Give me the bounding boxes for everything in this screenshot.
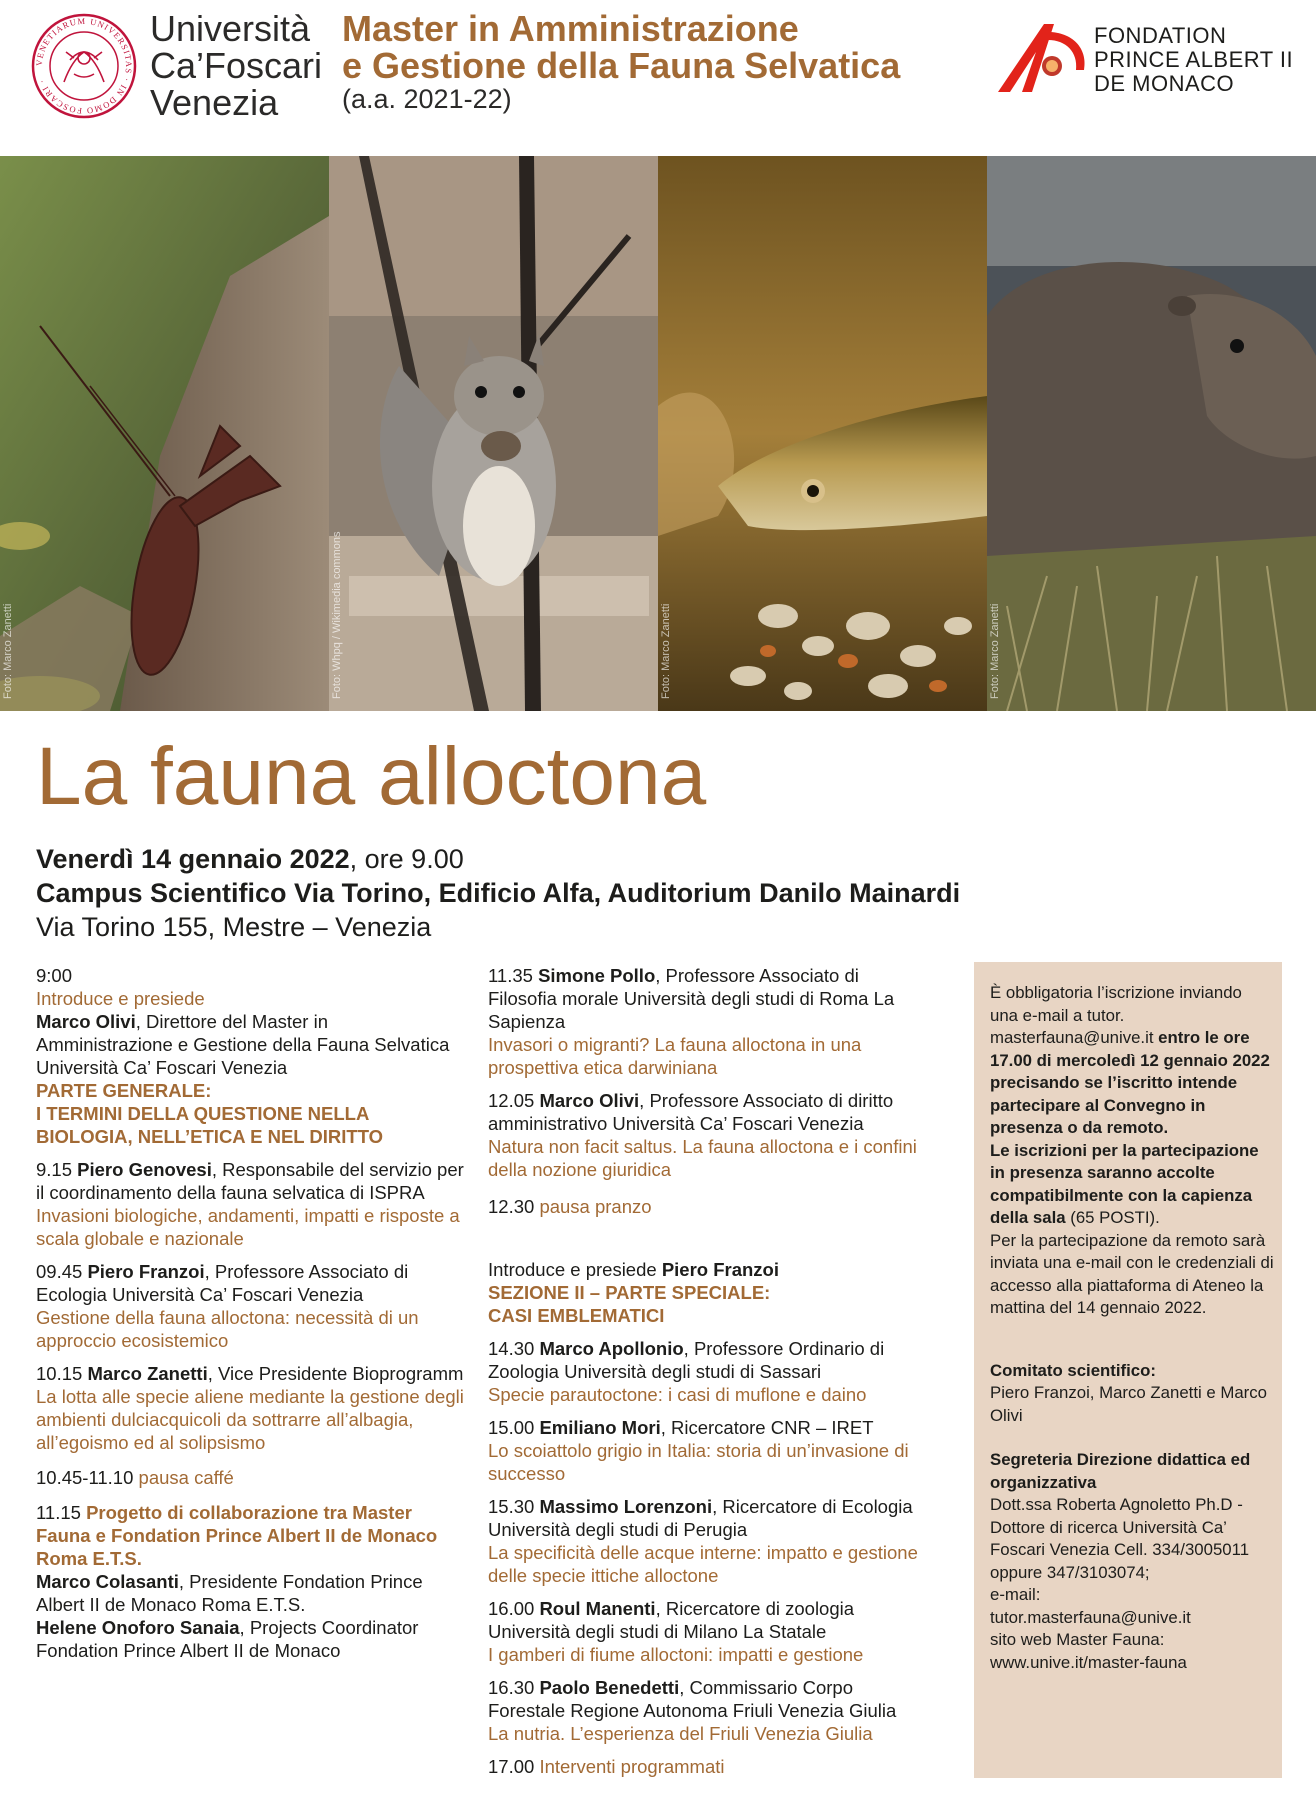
break-label: pausa pranzo [539, 1196, 652, 1217]
speaker-name: Marco Olivi [539, 1090, 640, 1111]
speaker-name: Marco Zanetti [87, 1363, 208, 1384]
foundation-name-line: DE MONACO [1094, 71, 1235, 96]
speaker-role: , Ricercatore CNR – IRET [660, 1417, 874, 1438]
program-item [488, 1258, 928, 1327]
secretariat-contact: Dott.ssa Roberta Agnoletto Ph.D - Dottore di ricerca Università Ca’ Foscari Venezia Cell. 334/3005011 oppure 347/3103074; [990, 1495, 1250, 1582]
speaker-role: , Direttore del Master in Amministrazione e Gestione della Fauna Selvatica Università Ca’ Foscari Venezia [36, 1011, 450, 1078]
program-item [36, 1260, 466, 1352]
event-date [36, 844, 464, 875]
photo-credit: Foto: Marco Zanetti [2, 603, 14, 699]
speaker-name: Massimo Lorenzoni [539, 1496, 713, 1517]
speaker-name: Emiliano Mori [539, 1417, 661, 1438]
committee-names: Piero Franzoi, Marco Zanetti e Marco Olivi [990, 1383, 1267, 1425]
master-title [342, 10, 900, 84]
talk-title: I gamberi di fiume alloctoni: impatti e gestione [488, 1644, 864, 1665]
chair-label: Introduce e presiede [488, 1259, 662, 1280]
secretariat-label: Segreteria Direzione didattica ed organizzativa [990, 1450, 1251, 1492]
talk-title: Gestione della fauna alloctona: necessità di un approccio ecosistemico [36, 1307, 419, 1351]
event-date-bold: Venerdì 14 gennaio 2022 [36, 844, 350, 874]
time: 12.30 [488, 1196, 540, 1217]
speaker-name: Marco Apollonio [539, 1338, 684, 1359]
section-heading-line: CASI EMBLEMATICI [488, 1305, 665, 1326]
speaker-name: Helene Onoforo Sanaia [36, 1617, 240, 1638]
program-item [488, 1495, 928, 1587]
foundation-name-line: FONDATION [1094, 23, 1227, 48]
section-heading [36, 1079, 466, 1148]
crayfish-photo [0, 156, 329, 711]
master-title-line: Master in Amministrazione [342, 8, 799, 49]
speaker-role: , Professore Ordinario di Zoologia Università degli studi di Sassari [488, 1338, 885, 1382]
time: 11.15 [36, 1502, 87, 1523]
speaker-role: , Ricercatore di Ecologia Università degli studi di Perugia [488, 1496, 913, 1540]
break-label: pausa caffé [138, 1467, 234, 1488]
committee-label: Comitato scientifico: [990, 1360, 1156, 1380]
talk-title: Lo scoiattolo grigio in Italia: storia di un’invasione di successo [488, 1440, 909, 1484]
svg-text:VENETIARUM UNIVERSITAS · IN DO: VENETIARUM UNIVERSITAS · IN DOMO FOSCARI · [33, 15, 135, 117]
speaker-name: Marco Olivi [36, 1011, 136, 1032]
talk-title: La nutria. L’esperienza del Friuli Venezia Giulia [488, 1723, 873, 1744]
coypu-photo [987, 156, 1316, 711]
speaker-role: , Professore Associato di Ecologia Università Ca’ Foscari Venezia [36, 1261, 409, 1305]
section-heading-line: BIOLOGIA, NELL’ETICA E NEL DIRITTO [36, 1126, 384, 1147]
time: 10.15 [36, 1363, 88, 1384]
speaker-name: Roul Manenti [539, 1598, 656, 1619]
speaker-name: Marco Colasanti [36, 1571, 179, 1592]
capacity-text: Le iscrizioni per la partecipazione in presenza saranno accolte compatibilmente con la capienza della sala [990, 1140, 1259, 1227]
photo-credit: Foto: Marco Zanetti [660, 603, 672, 699]
time: 9.15 [36, 1159, 78, 1180]
registration-paragraph [990, 982, 1274, 1140]
photo-credit: Foto: Whpq / Wikimedia commons [331, 531, 343, 699]
talk-title: La lotta alle specie aliene mediante la gestione degli ambienti dulciacquicoli da sottrarre all’albagia, all’egoismo ed al solipsismo [36, 1386, 464, 1453]
time: 09.45 [36, 1261, 88, 1282]
speaker-role: , Professore Associato di Filosofia morale Università degli studi di Roma La Sapienza [488, 965, 895, 1032]
university-name-line: Ca’Foscari [150, 45, 323, 86]
time: 17.00 [488, 1756, 540, 1777]
registration-deadline: entro le ore 17.00 di mercoledì 12 gennaio 2022 precisando se l’iscritto intende partecipare al Convegno in presenza o da remoto. [990, 1028, 1270, 1137]
program-item [488, 964, 928, 1079]
spacer [990, 1427, 1274, 1449]
talk-title: Invasori o migranti? La fauna alloctona in una prospettiva etica darwiniana [488, 1034, 862, 1078]
time: 16.30 [488, 1677, 540, 1698]
speaker-name: Piero Franzoi [87, 1261, 205, 1282]
time: 10.45-11.10 [36, 1467, 139, 1488]
time: 15.30 [488, 1496, 540, 1517]
section-heading-line: SEZIONE II – PARTE SPECIALE: [488, 1282, 771, 1303]
program-item [36, 964, 466, 1079]
speaker-role: , Professore Associato di diritto amministrativo Università Ca’ Foscari Venezia [488, 1090, 894, 1134]
program-item [36, 1158, 466, 1250]
foundation-name [1094, 24, 1293, 96]
capacity-paragraph [990, 1140, 1274, 1230]
fish-photo [658, 156, 987, 711]
speaker-role: , Presidente Fondation Prince Albert II de Monaco Roma E.T.S. [36, 1571, 423, 1615]
photo-strip [0, 156, 1316, 711]
time: 16.00 [488, 1598, 540, 1619]
program-item [36, 1501, 466, 1662]
time: 9:00 [36, 965, 73, 986]
program-item [488, 1416, 928, 1485]
event-title: La fauna alloctona [36, 731, 707, 822]
talk-title: Natura non facit saltus. La fauna alloctona e i confini della nozione giuridica [488, 1136, 917, 1180]
speaker-role: , Commissario Corpo Forestale Regione Autonoma Friuli Venezia Giulia [488, 1677, 897, 1721]
remote-paragraph: Per la partecipazione da remoto sarà inviata una e-mail con le credenziali di accesso alla piattaforma di Ateneo la mattina del 14 gennaio 2022. [990, 1230, 1274, 1317]
photo-credit: Foto: Marco Zanetti [989, 603, 1001, 699]
program-item [488, 1089, 928, 1181]
master-year: (a.a. 2021-22) [342, 84, 512, 114]
committee-paragraph [990, 1360, 1274, 1428]
speaker-role: , Vice Presidente Bioprogramm [207, 1363, 464, 1384]
website-link[interactable]: www.unive.it/master-fauna [990, 1652, 1187, 1672]
event-address: Via Torino 155, Mestre – Venezia [36, 912, 432, 942]
speaker-name: Piero Franzoi [661, 1259, 780, 1280]
talk-title: Invasioni biologiche, andamenti, impatti e risposte a scala globale e nazionale [36, 1205, 460, 1249]
capacity-seats: (65 POSTI). [1065, 1208, 1160, 1227]
chair-label: Introduce e presiede [36, 988, 205, 1009]
program-item [488, 1195, 928, 1218]
speaker-name: Piero Genovesi [77, 1159, 212, 1180]
spacer [990, 1320, 1274, 1360]
master-title-line: e Gestione della Fauna Selvatica [342, 45, 901, 86]
website-label: sito web Master Fauna: [990, 1630, 1165, 1649]
program-item [36, 1466, 466, 1489]
program-item [488, 1337, 928, 1406]
project-title: Progetto di collaborazione tra Master Fauna e Fondation Prince Albert II de Monaco Roma E.T.S. [36, 1502, 438, 1569]
registration-text: È obbligatoria l’iscrizione inviando una e-mail a tutor. masterfauna@unive.it [990, 983, 1242, 1047]
university-seal-logo [30, 12, 138, 120]
program-item [488, 1597, 928, 1666]
squirrel-photo [329, 156, 658, 711]
event-time: , ore 9.00 [349, 844, 464, 874]
speaker-role: , Responsabile del servizio per il coordinamento della fauna selvatica di ISPRA [36, 1159, 464, 1203]
program-column-left [36, 964, 466, 1672]
speaker-name: Paolo Benedetti [539, 1677, 680, 1698]
university-name [150, 10, 322, 121]
speaker-role: , Ricercatore di zoologia Università degli studi di Milano La Statale [488, 1598, 855, 1642]
talk-title: Specie parautoctone: i casi di muflone e daino [488, 1384, 867, 1405]
registration-info [990, 982, 1274, 1674]
program-item [488, 1676, 928, 1745]
secretariat-paragraph [990, 1449, 1274, 1674]
email-link[interactable]: tutor.masterfauna@unive.it [990, 1607, 1191, 1627]
closing-label: Interventi programmati [539, 1756, 725, 1777]
time: 12.05 [488, 1090, 540, 1111]
time: 15.00 [488, 1417, 540, 1438]
speaker-name: Simone Pollo [538, 965, 656, 986]
foundation-logo [992, 18, 1092, 96]
program-item [36, 1362, 466, 1454]
university-name-line: Venezia [150, 82, 279, 123]
event-venue: Campus Scientifico Via Torino, Edificio Alfa, Auditorium Danilo Mainardi [36, 878, 961, 908]
university-name-line: Università [150, 8, 311, 49]
program-column-right [488, 964, 928, 1788]
email-label: e-mail: [990, 1585, 1041, 1604]
time: 11.35 [488, 965, 539, 986]
section-heading-line: PARTE GENERALE: [36, 1080, 212, 1101]
time: 14.30 [488, 1338, 540, 1359]
talk-title: La specificità delle acque interne: impatto e gestione delle specie ittiche alloctone [488, 1542, 918, 1586]
program-item [488, 1755, 928, 1778]
speaker-role: , Projects Coordinator Fondation Prince Albert II de Monaco [36, 1617, 419, 1661]
section-heading-line: I TERMINI DELLA QUESTIONE NELLA [36, 1103, 370, 1124]
foundation-name-line: PRINCE ALBERT II [1094, 47, 1294, 72]
